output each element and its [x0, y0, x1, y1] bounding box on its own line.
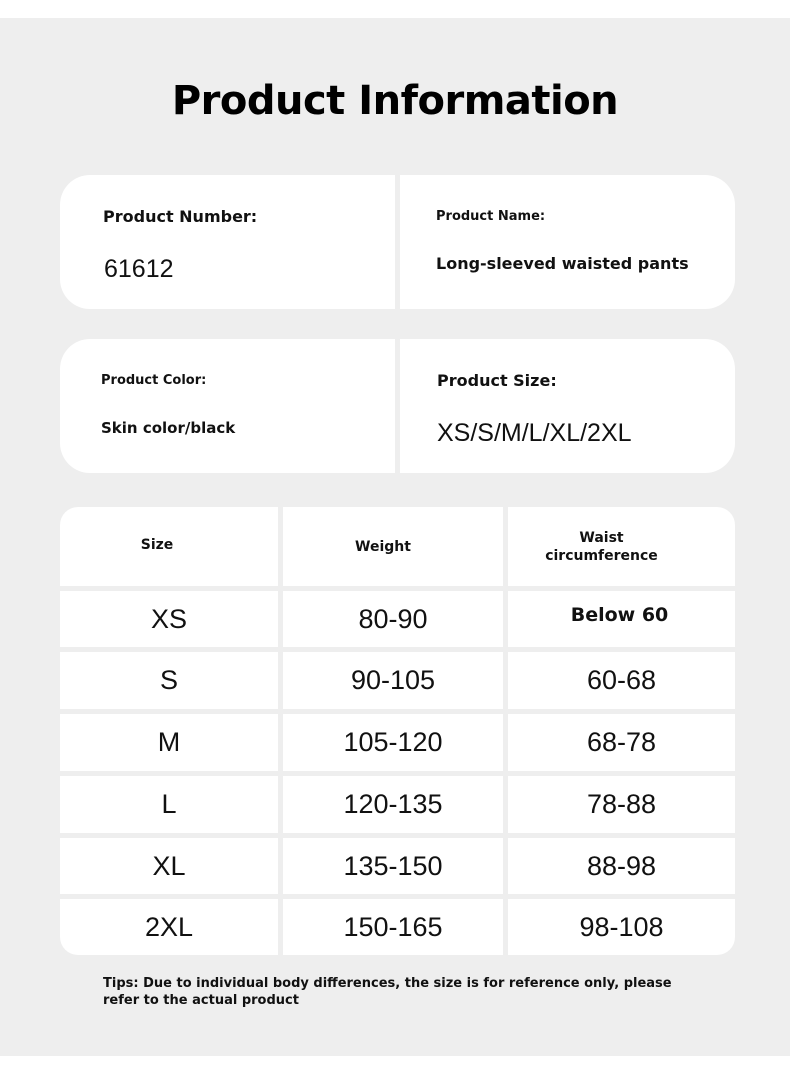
product-size-card	[400, 339, 735, 473]
product-number-value: 61612	[104, 255, 174, 283]
table-row-s-waist: 60-68	[508, 652, 735, 709]
product-number-card	[60, 175, 395, 309]
table-header-size	[60, 507, 278, 586]
table-row-s-weight: 90-105	[283, 652, 503, 709]
table-row-2xl-waist: 98-108	[508, 899, 735, 955]
table-row-l-weight: 120-135	[283, 776, 503, 833]
table-header-weight	[283, 507, 503, 586]
table-header-waist-text: Waist circumference	[545, 529, 658, 564]
size-tips-note: Tips: Due to individual body differences, the size is for reference only, please refer to the actual product	[103, 976, 672, 1008]
table-header-size-text: Size	[140, 536, 174, 553]
product-name-label: Product Name:	[436, 209, 546, 224]
table-row-2xl-size: 2XL	[60, 899, 278, 955]
table-row-l-waist: 78-88	[508, 776, 735, 833]
table-row-s-size: S	[60, 652, 278, 709]
product-color-card	[60, 339, 395, 473]
table-row-xs-size: XS	[60, 591, 278, 647]
table-row-l-size: L	[60, 776, 278, 833]
table-row-m-size: M	[60, 714, 278, 771]
product-name-value: Long-sleeved waisted pants	[436, 254, 689, 273]
size-table	[60, 507, 735, 955]
product-size-value: XS/S/M/L/XL/2XL	[437, 419, 632, 447]
page-title: Product Information	[171, 78, 619, 124]
table-row-m-weight: 105-120	[283, 714, 503, 771]
product-name-card	[400, 175, 735, 309]
table-row-xl-waist: 88-98	[508, 838, 735, 894]
table-row-m-waist: 68-78	[508, 714, 735, 771]
table-row-xs-weight: 80-90	[283, 591, 503, 647]
table-row-2xl-weight: 150-165	[283, 899, 503, 955]
product-size-label: Product Size:	[437, 371, 557, 390]
product-color-value: Skin color/black	[101, 419, 236, 437]
table-header-waist	[508, 507, 735, 586]
product-color-label: Product Color:	[101, 373, 207, 388]
table-row-xs-waist: Below 60	[508, 591, 735, 647]
table-row-xl-weight: 135-150	[283, 838, 503, 894]
product-number-label: Product Number:	[103, 207, 258, 226]
table-row-xl-size: XL	[60, 838, 278, 894]
table-header-weight-text: Weight	[355, 538, 411, 555]
